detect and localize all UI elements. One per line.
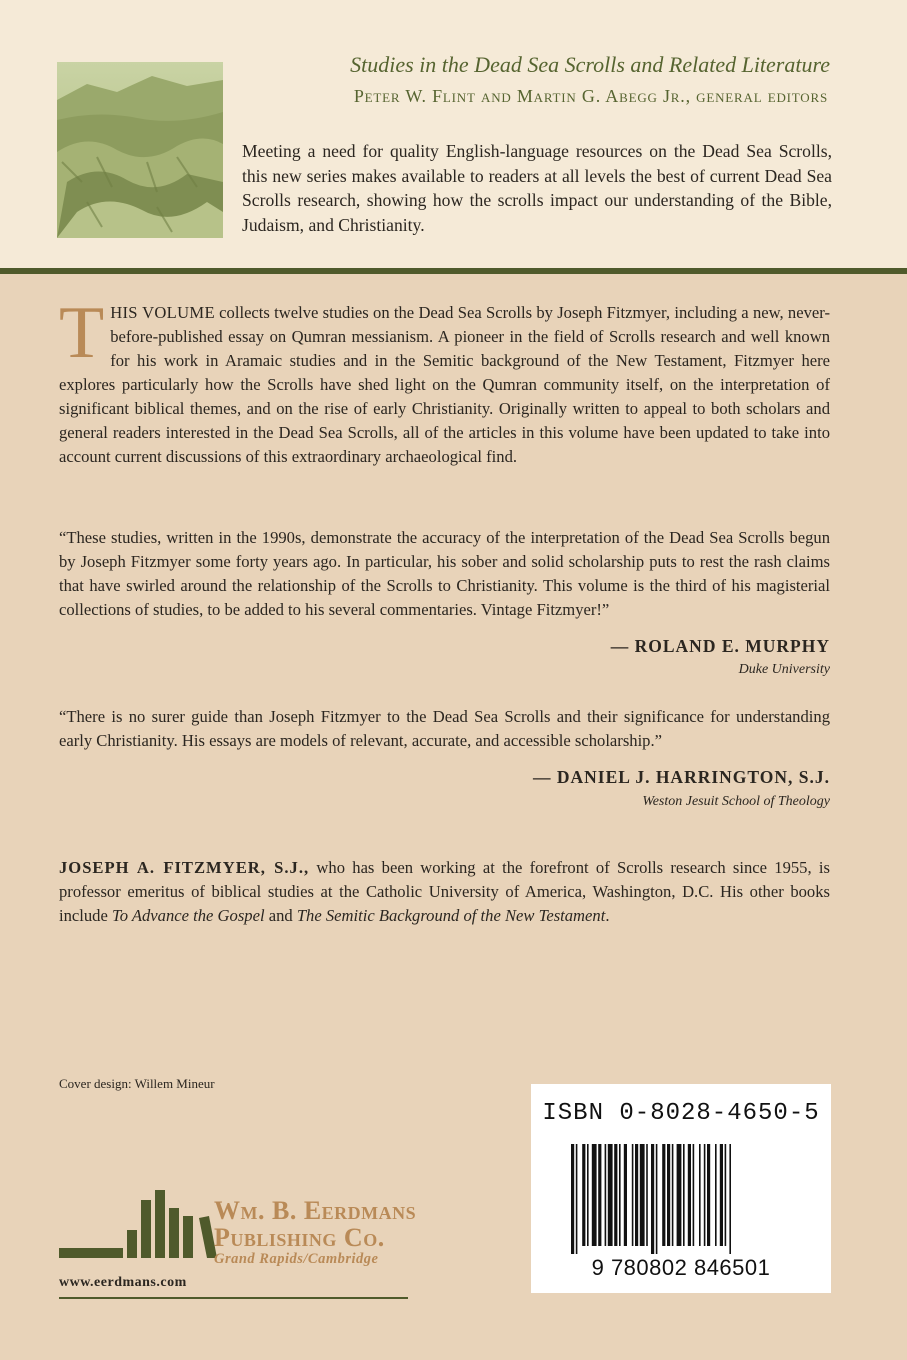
barcode-bar — [704, 1144, 706, 1246]
bio-conjunction: and — [264, 906, 297, 925]
barcode-bar — [635, 1144, 638, 1246]
series-description: Meeting a need for quality English-language resources on the Dead Sea Scrolls, this new series makes available to readers at all levels the best of current Dead Sea Scrolls research, showing how the scrolls impact our understanding of the Bible, Judaism, and Christianity. — [242, 141, 832, 235]
barcode-bar — [662, 1144, 665, 1246]
barcode-bar — [576, 1144, 578, 1254]
barcode-bar — [571, 1144, 574, 1254]
barcode-bar — [598, 1144, 601, 1246]
endorser-affiliation-1: Duke University — [738, 662, 830, 677]
desert-landscape-photo — [57, 62, 223, 238]
endorser-name-2: — DANIEL J. HARRINGTON, S.J. — [532, 767, 830, 787]
drop-cap: T — [59, 292, 105, 374]
publisher-line-1: Wm. B. Eerdmans — [214, 1196, 417, 1225]
barcode-panel — [531, 1084, 831, 1293]
publisher-name — [214, 1197, 416, 1268]
barcode-bar — [582, 1144, 585, 1246]
barcode-bar — [683, 1144, 685, 1246]
barcode-bar — [619, 1144, 621, 1246]
barcode-bar — [614, 1144, 617, 1246]
divider-rule — [0, 268, 907, 274]
blurb-body: collects twelve studies on the Dead Sea Scrolls by Joseph Fitzmyer, including a new, never-before-published essay on Qumran messianism. A pioneer in the field of Scrolls research and well known for his work in Aramaic studies and in the Semitic background of the New Testament, Fitzmyer here explores particularly how the Scrolls have shed light on the Qumran community itself, on the interpretation of significant biblical themes, and on the rise of early Christianity. Originally written to appeal to both scholars and general readers interested in the Dead Sea Scrolls, all of the articles in this volume have been updated to take into account current discussions of this extraordinary archaeological find. — [59, 303, 830, 466]
barcode-bar — [672, 1144, 674, 1246]
barcode-bar — [725, 1144, 727, 1246]
barcode-bar — [632, 1144, 634, 1246]
barcode-bar — [693, 1144, 695, 1246]
barcode-bar — [715, 1144, 717, 1246]
publisher-line-2: Publishing Co. — [214, 1223, 385, 1252]
series-title: Studies in the Dead Sea Scrolls and Related Literature — [350, 52, 830, 77]
endorsement-quote-2: “There is no surer guide than Joseph Fitzmyer to the Dead Sea Scrolls and their significance for understanding early Christianity. His essays are models of relevant, accurate, and accessible scholarship.” — [59, 707, 830, 750]
isbn-text: ISBN 0-8028-4650-5 — [542, 1100, 820, 1127]
barcode-bar — [677, 1144, 682, 1246]
barcode-bar — [587, 1144, 589, 1246]
barcode-bar — [656, 1144, 658, 1254]
bio-end: . — [605, 906, 610, 925]
cover-design-credit: Cover design: Willem Mineur — [59, 1076, 215, 1091]
author-name: JOSEPH A. FITZMYER, S.J., — [59, 858, 310, 877]
barcode-bar — [608, 1144, 613, 1246]
barcode-bar — [651, 1144, 654, 1254]
barcode-bar — [688, 1144, 691, 1246]
ean-number: 9 780802 846501 — [591, 1255, 771, 1280]
barcode-bar — [667, 1144, 670, 1246]
barcode-bar — [729, 1144, 731, 1254]
publisher-location: Grand Rapids/Cambridge — [214, 1251, 379, 1267]
barcode-bar — [720, 1144, 723, 1246]
barcode-bar — [699, 1144, 701, 1246]
blurb-lead: HIS VOLUME — [110, 303, 215, 322]
author-bio — [59, 856, 830, 928]
barcode-bar — [707, 1144, 710, 1246]
barcode-bar — [640, 1144, 645, 1246]
bio-text: who has been working at the forefront of Scrolls research since 1955, is professor emeritus of biblical studies at the Catholic University of America, Washington, D.C. His other books include — [59, 858, 830, 925]
series-editors: Peter W. Flint and Martin G. Abegg Jr., general editors — [353, 86, 828, 106]
endorsement-quote-1: “These studies, written in the 1990s, demonstrate the accuracy of the interpretation of the Dead Sea Scrolls begun by Joseph Fitzmyer some forty years ago. In particular, his sober and solid scholarship puts to rest the rash claims that have swirled around the relationship of the Scrolls to Christianity. This volume is the third of his magisterial collections of studies, to be added to his several commentaries. Vintage Fitzmyer!” — [59, 528, 830, 619]
barcode-bar — [624, 1144, 627, 1246]
book-title-2: The Semitic Background of the New Testament — [296, 906, 606, 925]
barcode-icon — [571, 1144, 796, 1254]
book-title-1: To Advance the Gospel — [112, 906, 265, 925]
book-blurb — [59, 292, 830, 469]
endorser-name-1: — ROLAND E. MURPHY — [610, 636, 830, 656]
endorser-affiliation-2: Weston Jesuit School of Theology — [642, 794, 830, 809]
barcode-bar — [605, 1144, 607, 1246]
publisher-underline — [59, 1297, 408, 1299]
barcode-bar — [646, 1144, 648, 1246]
barcode-bar — [592, 1144, 597, 1246]
publisher-url: www.eerdmans.com — [59, 1275, 187, 1290]
